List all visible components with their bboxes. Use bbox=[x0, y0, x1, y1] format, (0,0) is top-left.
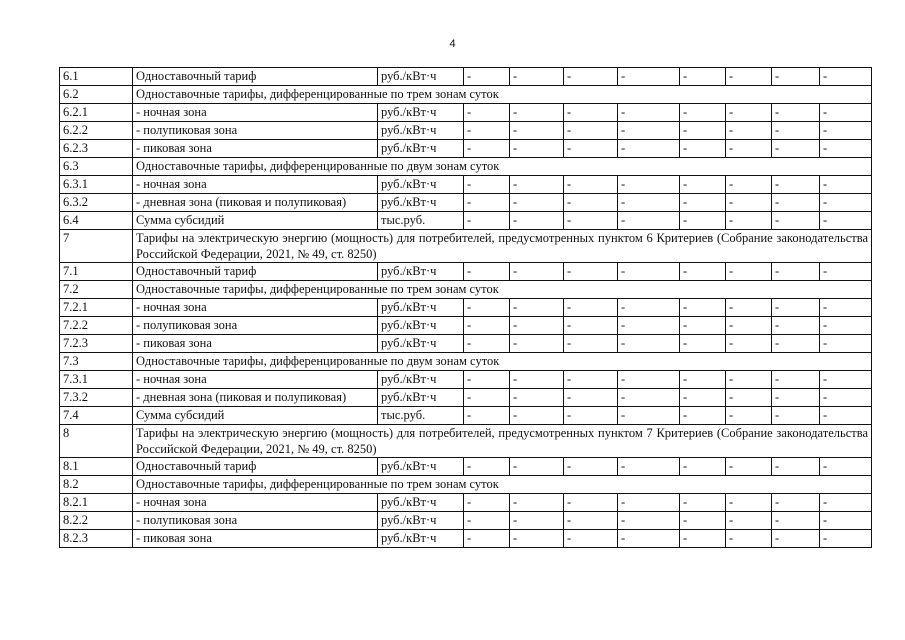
value-cell: - bbox=[464, 212, 510, 230]
value-cell: - bbox=[680, 458, 726, 476]
value-cell: - bbox=[820, 317, 872, 335]
subsection-title-cell: Одноставочные тарифы, дифференцированные по трем зонам суток bbox=[133, 476, 872, 494]
table-row bbox=[60, 425, 872, 458]
row-number-cell: 8.2 bbox=[60, 476, 133, 494]
value-cell: - bbox=[772, 335, 820, 353]
value-cell: - bbox=[564, 317, 618, 335]
value-cell: - bbox=[680, 263, 726, 281]
value-cell: - bbox=[680, 140, 726, 158]
value-cell: - bbox=[464, 494, 510, 512]
value-cell: - bbox=[564, 389, 618, 407]
value-cell: - bbox=[726, 458, 772, 476]
value-cell: - bbox=[726, 194, 772, 212]
table-row bbox=[60, 512, 872, 530]
row-number-cell: 6.3.2 bbox=[60, 194, 133, 212]
table-row bbox=[60, 263, 872, 281]
unit-cell: руб./кВт·ч bbox=[378, 512, 464, 530]
unit-cell: руб./кВт·ч bbox=[378, 530, 464, 548]
table-row bbox=[60, 281, 872, 299]
value-cell: - bbox=[680, 407, 726, 425]
value-cell: - bbox=[680, 335, 726, 353]
unit-cell: тыс.руб. bbox=[378, 407, 464, 425]
value-cell: - bbox=[564, 494, 618, 512]
value-cell: - bbox=[726, 512, 772, 530]
value-cell: - bbox=[564, 512, 618, 530]
unit-cell: руб./кВт·ч bbox=[378, 140, 464, 158]
value-cell: - bbox=[772, 263, 820, 281]
unit-cell: руб./кВт·ч bbox=[378, 176, 464, 194]
value-cell: - bbox=[680, 122, 726, 140]
value-cell: - bbox=[772, 407, 820, 425]
value-cell: - bbox=[618, 68, 680, 86]
unit-cell: руб./кВт·ч bbox=[378, 389, 464, 407]
value-cell: - bbox=[464, 317, 510, 335]
unit-cell: руб./кВт·ч bbox=[378, 68, 464, 86]
value-cell: - bbox=[772, 389, 820, 407]
table-row bbox=[60, 230, 872, 263]
value-cell: - bbox=[820, 512, 872, 530]
value-cell: - bbox=[726, 299, 772, 317]
value-cell: - bbox=[564, 263, 618, 281]
value-cell: - bbox=[564, 68, 618, 86]
table-row bbox=[60, 476, 872, 494]
value-cell: - bbox=[564, 140, 618, 158]
value-cell: - bbox=[464, 371, 510, 389]
indicator-name-cell: - полупиковая зона bbox=[133, 122, 378, 140]
row-number-cell: 7.2.3 bbox=[60, 335, 133, 353]
value-cell: - bbox=[726, 530, 772, 548]
value-cell: - bbox=[820, 389, 872, 407]
value-cell: - bbox=[464, 458, 510, 476]
value-cell: - bbox=[680, 494, 726, 512]
row-number-cell: 7.4 bbox=[60, 407, 133, 425]
value-cell: - bbox=[820, 68, 872, 86]
unit-cell: руб./кВт·ч bbox=[378, 299, 464, 317]
indicator-name-cell: - ночная зона bbox=[133, 494, 378, 512]
table-row bbox=[60, 104, 872, 122]
value-cell: - bbox=[820, 140, 872, 158]
value-cell: - bbox=[820, 371, 872, 389]
table-row bbox=[60, 530, 872, 548]
value-cell: - bbox=[510, 389, 564, 407]
value-cell: - bbox=[618, 263, 680, 281]
indicator-name-cell: Сумма субсидий bbox=[133, 407, 378, 425]
unit-cell: руб./кВт·ч bbox=[378, 104, 464, 122]
value-cell: - bbox=[510, 140, 564, 158]
tariff-table bbox=[59, 67, 872, 548]
value-cell: - bbox=[772, 194, 820, 212]
unit-cell: руб./кВт·ч bbox=[378, 263, 464, 281]
row-number-cell: 7.3.2 bbox=[60, 389, 133, 407]
value-cell: - bbox=[726, 140, 772, 158]
value-cell: - bbox=[680, 530, 726, 548]
row-number-cell: 6.1 bbox=[60, 68, 133, 86]
value-cell: - bbox=[772, 371, 820, 389]
value-cell: - bbox=[564, 194, 618, 212]
subsection-title-cell: Одноставочные тарифы, дифференцированные по двум зонам суток bbox=[133, 158, 872, 176]
indicator-name-cell: - пиковая зона bbox=[133, 140, 378, 158]
value-cell: - bbox=[464, 176, 510, 194]
row-number-cell: 6.2.1 bbox=[60, 104, 133, 122]
value-cell: - bbox=[820, 122, 872, 140]
value-cell: - bbox=[618, 389, 680, 407]
value-cell: - bbox=[510, 176, 564, 194]
value-cell: - bbox=[464, 122, 510, 140]
row-number-cell: 8.2.3 bbox=[60, 530, 133, 548]
indicator-name-cell: - дневная зона (пиковая и полупиковая) bbox=[133, 389, 378, 407]
value-cell: - bbox=[510, 104, 564, 122]
value-cell: - bbox=[772, 176, 820, 194]
value-cell: - bbox=[680, 512, 726, 530]
table-row bbox=[60, 317, 872, 335]
value-cell: - bbox=[680, 68, 726, 86]
value-cell: - bbox=[618, 530, 680, 548]
indicator-name-cell: Сумма субсидий bbox=[133, 212, 378, 230]
table-row bbox=[60, 335, 872, 353]
value-cell: - bbox=[820, 263, 872, 281]
subsection-title-cell: Одноставочные тарифы, дифференцированные по трем зонам суток bbox=[133, 86, 872, 104]
value-cell: - bbox=[820, 176, 872, 194]
value-cell: - bbox=[464, 194, 510, 212]
row-number-cell: 7.2.1 bbox=[60, 299, 133, 317]
table-row bbox=[60, 389, 872, 407]
value-cell: - bbox=[510, 122, 564, 140]
value-cell: - bbox=[464, 68, 510, 86]
unit-cell: руб./кВт·ч bbox=[378, 458, 464, 476]
value-cell: - bbox=[464, 140, 510, 158]
value-cell: - bbox=[820, 458, 872, 476]
value-cell: - bbox=[772, 530, 820, 548]
table-row bbox=[60, 212, 872, 230]
row-number-cell: 8.1 bbox=[60, 458, 133, 476]
indicator-name-cell: - пиковая зона bbox=[133, 530, 378, 548]
unit-cell: руб./кВт·ч bbox=[378, 317, 464, 335]
subsection-title-cell: Одноставочные тарифы, дифференцированные по двум зонам суток bbox=[133, 353, 872, 371]
value-cell: - bbox=[618, 317, 680, 335]
value-cell: - bbox=[772, 140, 820, 158]
value-cell: - bbox=[726, 212, 772, 230]
value-cell: - bbox=[680, 176, 726, 194]
value-cell: - bbox=[618, 335, 680, 353]
value-cell: - bbox=[564, 212, 618, 230]
value-cell: - bbox=[680, 317, 726, 335]
value-cell: - bbox=[726, 104, 772, 122]
row-number-cell: 8.2.2 bbox=[60, 512, 133, 530]
value-cell: - bbox=[680, 194, 726, 212]
value-cell: - bbox=[772, 122, 820, 140]
table-row bbox=[60, 407, 872, 425]
value-cell: - bbox=[726, 263, 772, 281]
value-cell: - bbox=[564, 407, 618, 425]
value-cell: - bbox=[618, 512, 680, 530]
value-cell: - bbox=[564, 335, 618, 353]
indicator-name-cell: - полупиковая зона bbox=[133, 512, 378, 530]
value-cell: - bbox=[680, 104, 726, 122]
table-row bbox=[60, 371, 872, 389]
value-cell: - bbox=[772, 494, 820, 512]
value-cell: - bbox=[618, 140, 680, 158]
unit-cell: руб./кВт·ч bbox=[378, 122, 464, 140]
value-cell: - bbox=[464, 335, 510, 353]
value-cell: - bbox=[564, 176, 618, 194]
value-cell: - bbox=[464, 389, 510, 407]
value-cell: - bbox=[772, 212, 820, 230]
page-number: 4 bbox=[449, 38, 456, 50]
value-cell: - bbox=[726, 122, 772, 140]
value-cell: - bbox=[618, 371, 680, 389]
value-cell: - bbox=[564, 299, 618, 317]
section-title-cell: Тарифы на электрическую энергию (мощность) для потребителей, предусмотренных пунктом 7 Критериев (Собрание законодательства Российской Федерации, 2021, № 49, ст. 8250) bbox=[133, 425, 872, 458]
value-cell: - bbox=[726, 68, 772, 86]
indicator-name-cell: Одноставочный тариф bbox=[133, 458, 378, 476]
row-number-cell: 6.2.2 bbox=[60, 122, 133, 140]
value-cell: - bbox=[510, 299, 564, 317]
value-cell: - bbox=[564, 104, 618, 122]
value-cell: - bbox=[564, 530, 618, 548]
indicator-name-cell: - ночная зона bbox=[133, 299, 378, 317]
value-cell: - bbox=[680, 299, 726, 317]
value-cell: - bbox=[726, 317, 772, 335]
value-cell: - bbox=[820, 212, 872, 230]
value-cell: - bbox=[726, 176, 772, 194]
value-cell: - bbox=[510, 263, 564, 281]
row-number-cell: 7.1 bbox=[60, 263, 133, 281]
value-cell: - bbox=[726, 371, 772, 389]
value-cell: - bbox=[618, 458, 680, 476]
value-cell: - bbox=[772, 317, 820, 335]
value-cell: - bbox=[510, 317, 564, 335]
value-cell: - bbox=[726, 407, 772, 425]
value-cell: - bbox=[820, 335, 872, 353]
row-number-cell: 8.2.1 bbox=[60, 494, 133, 512]
indicator-name-cell: Одноставочный тариф bbox=[133, 68, 378, 86]
value-cell: - bbox=[772, 104, 820, 122]
value-cell: - bbox=[772, 299, 820, 317]
value-cell: - bbox=[726, 494, 772, 512]
value-cell: - bbox=[726, 335, 772, 353]
row-number-cell: 6.4 bbox=[60, 212, 133, 230]
row-number-cell: 6.3.1 bbox=[60, 176, 133, 194]
row-number-cell: 6.2.3 bbox=[60, 140, 133, 158]
value-cell: - bbox=[820, 530, 872, 548]
value-cell: - bbox=[510, 494, 564, 512]
unit-cell: руб./кВт·ч bbox=[378, 494, 464, 512]
value-cell: - bbox=[680, 389, 726, 407]
unit-cell: тыс.руб. bbox=[378, 212, 464, 230]
indicator-name-cell: Одноставочный тариф bbox=[133, 263, 378, 281]
tariff-table-body bbox=[60, 68, 872, 548]
table-row bbox=[60, 458, 872, 476]
row-number-cell: 6.2 bbox=[60, 86, 133, 104]
value-cell: - bbox=[618, 122, 680, 140]
table-row bbox=[60, 176, 872, 194]
value-cell: - bbox=[510, 68, 564, 86]
unit-cell: руб./кВт·ч bbox=[378, 194, 464, 212]
value-cell: - bbox=[510, 212, 564, 230]
value-cell: - bbox=[680, 371, 726, 389]
row-number-cell: 7.3.1 bbox=[60, 371, 133, 389]
table-row bbox=[60, 158, 872, 176]
indicator-name-cell: - дневная зона (пиковая и полупиковая) bbox=[133, 194, 378, 212]
value-cell: - bbox=[820, 104, 872, 122]
indicator-name-cell: - ночная зона bbox=[133, 371, 378, 389]
value-cell: - bbox=[564, 458, 618, 476]
value-cell: - bbox=[510, 407, 564, 425]
table-row bbox=[60, 494, 872, 512]
value-cell: - bbox=[510, 530, 564, 548]
value-cell: - bbox=[464, 104, 510, 122]
value-cell: - bbox=[510, 335, 564, 353]
value-cell: - bbox=[618, 104, 680, 122]
table-row bbox=[60, 140, 872, 158]
value-cell: - bbox=[464, 512, 510, 530]
value-cell: - bbox=[820, 407, 872, 425]
value-cell: - bbox=[618, 407, 680, 425]
value-cell: - bbox=[510, 194, 564, 212]
value-cell: - bbox=[464, 299, 510, 317]
row-number-cell: 7 bbox=[60, 230, 133, 263]
value-cell: - bbox=[510, 512, 564, 530]
section-title-cell: Тарифы на электрическую энергию (мощность) для потребителей, предусмотренных пунктом 6 Критериев (Собрание законодательства Российской Федерации, 2021, № 49, ст. 8250) bbox=[133, 230, 872, 263]
value-cell: - bbox=[510, 371, 564, 389]
table-row bbox=[60, 86, 872, 104]
value-cell: - bbox=[618, 494, 680, 512]
table-row bbox=[60, 122, 872, 140]
unit-cell: руб./кВт·ч bbox=[378, 371, 464, 389]
value-cell: - bbox=[464, 407, 510, 425]
value-cell: - bbox=[618, 212, 680, 230]
value-cell: - bbox=[618, 299, 680, 317]
table-row bbox=[60, 68, 872, 86]
value-cell: - bbox=[820, 194, 872, 212]
row-number-cell: 7.2.2 bbox=[60, 317, 133, 335]
indicator-name-cell: - пиковая зона bbox=[133, 335, 378, 353]
row-number-cell: 7.3 bbox=[60, 353, 133, 371]
value-cell: - bbox=[464, 263, 510, 281]
row-number-cell: 8 bbox=[60, 425, 133, 458]
table-row bbox=[60, 299, 872, 317]
value-cell: - bbox=[680, 212, 726, 230]
value-cell: - bbox=[618, 194, 680, 212]
indicator-name-cell: - ночная зона bbox=[133, 176, 378, 194]
table-row bbox=[60, 353, 872, 371]
value-cell: - bbox=[772, 68, 820, 86]
subsection-title-cell: Одноставочные тарифы, дифференцированные по трем зонам суток bbox=[133, 281, 872, 299]
value-cell: - bbox=[772, 512, 820, 530]
indicator-name-cell: - полупиковая зона bbox=[133, 317, 378, 335]
value-cell: - bbox=[618, 176, 680, 194]
value-cell: - bbox=[510, 458, 564, 476]
row-number-cell: 6.3 bbox=[60, 158, 133, 176]
value-cell: - bbox=[564, 122, 618, 140]
unit-cell: руб./кВт·ч bbox=[378, 335, 464, 353]
value-cell: - bbox=[564, 371, 618, 389]
value-cell: - bbox=[772, 458, 820, 476]
value-cell: - bbox=[820, 299, 872, 317]
row-number-cell: 7.2 bbox=[60, 281, 133, 299]
indicator-name-cell: - ночная зона bbox=[133, 104, 378, 122]
value-cell: - bbox=[820, 494, 872, 512]
table-row bbox=[60, 194, 872, 212]
value-cell: - bbox=[726, 389, 772, 407]
value-cell: - bbox=[464, 530, 510, 548]
